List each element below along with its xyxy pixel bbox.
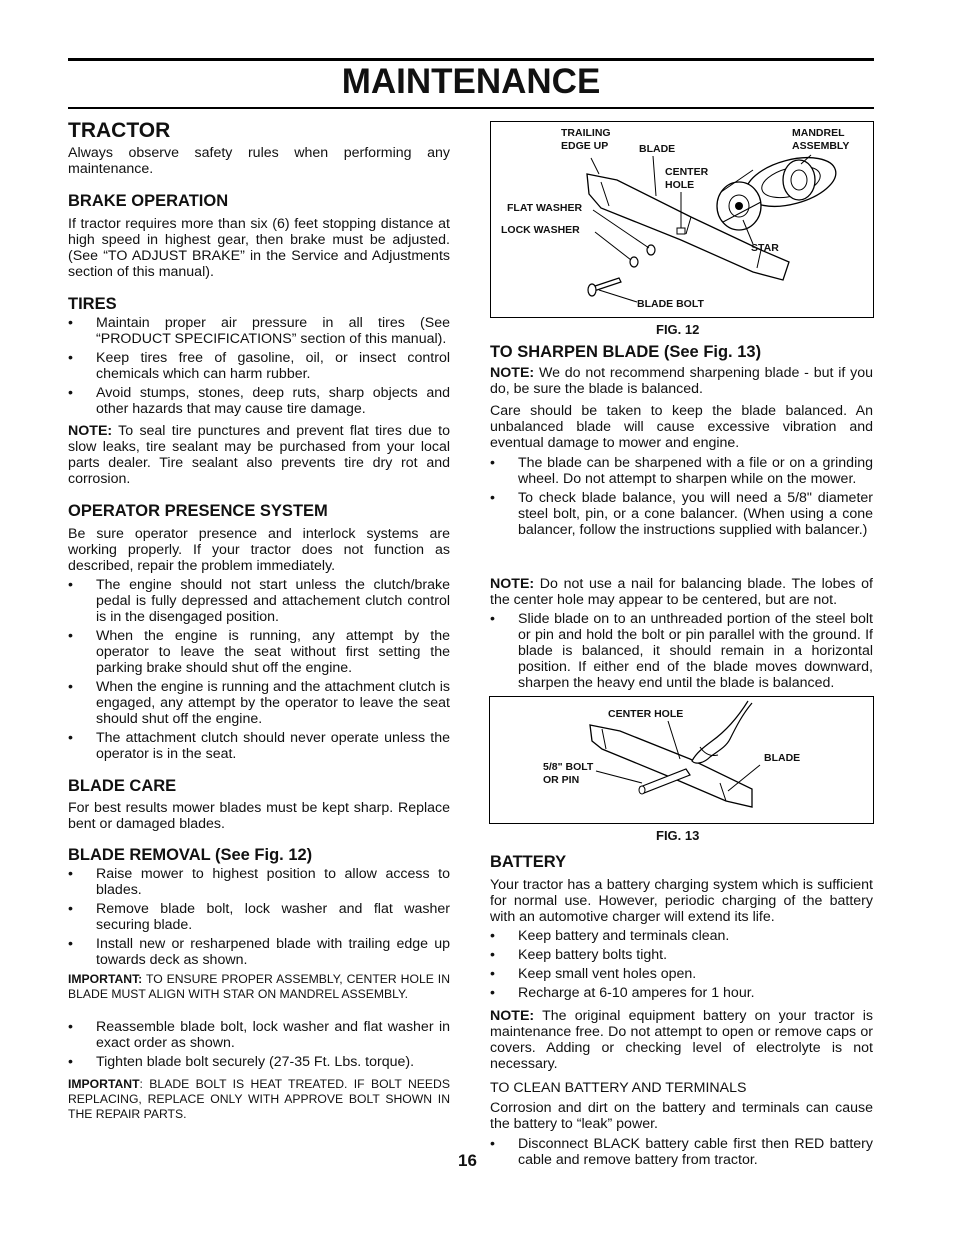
sharpen-list-2 bbox=[490, 611, 873, 691]
fig12-label-flat-washer: FLAT WASHER bbox=[507, 202, 583, 214]
blade-removal-heading: BLADE REMOVAL (See Fig. 12) bbox=[68, 846, 313, 864]
list-item: • Keep tires free of gasoline, oil, or insect control chemicals which can harm rubber. bbox=[68, 350, 450, 382]
clean-battery-text: Corrosion and dirt on the battery and terminals can cause the battery to “leak” power. bbox=[490, 1100, 873, 1132]
tires-note bbox=[68, 423, 450, 487]
clean-battery-list bbox=[490, 1136, 873, 1168]
list-item: • Raise mower to highest position to allow access to blades. bbox=[68, 866, 450, 898]
list-item: • Reassemble blade bolt, lock washer and flat washer in exact order as shown. bbox=[68, 1019, 450, 1051]
fig13-label-center-hole: CENTER HOLE bbox=[608, 708, 684, 720]
list-item: • Disconnect BLACK battery cable first then RED battery cable and remove battery from tractor. bbox=[490, 1136, 873, 1168]
note-text: Do not use a nail for balancing blade. The lobes of the center hole may appear to be centered, but are not. bbox=[490, 576, 873, 608]
important-note-1 bbox=[68, 972, 450, 1002]
figure-12-box bbox=[490, 121, 874, 318]
ops-intro: Be sure operator presence and interlock systems are working properly. If your tractor does not function as described, repair the problem immediately. bbox=[68, 526, 450, 574]
fig12-label-lock-washer: LOCK WASHER bbox=[501, 224, 580, 236]
fig12-label-mandrel: MANDREL ASSEMBLY bbox=[792, 127, 850, 152]
tires-heading: TIRES bbox=[68, 295, 117, 313]
fig12-label-blade: BLADE bbox=[639, 143, 676, 155]
tires-list bbox=[68, 315, 450, 417]
note-label: NOTE: bbox=[490, 365, 535, 381]
battery-note bbox=[490, 1008, 873, 1072]
list-item: • Install new or resharpened blade with trailing edge up towards deck as shown. bbox=[68, 936, 450, 968]
list-item: • The engine should not start unless the clutch/brake pedal is fully depressed and attachement clutch control is in the disengaged position. bbox=[68, 577, 450, 625]
important-label: IMPORTANT bbox=[68, 1077, 140, 1091]
battery-list bbox=[490, 928, 873, 1001]
brake-text: If tractor requires more than six (6) feet stopping distance at high speed in highest gear, then brake must be adjusted. (See “TO ADJUST BRAKE” in the Service and Adjustments section of this manual). bbox=[68, 216, 450, 280]
sharpen-list bbox=[490, 455, 873, 538]
list-item: • The attachment clutch should never operate unless the operator is in the seat. bbox=[68, 730, 450, 762]
note-text: The original equipment battery on your tractor is maintenance free. Do not attempt to open or remove caps or covers. Adding or checking level of electrolyte is not necessary. bbox=[490, 1008, 873, 1072]
list-item: • Keep battery and terminals clean. bbox=[490, 928, 873, 944]
important-note-2 bbox=[68, 1077, 450, 1122]
fig12-label-star: STAR bbox=[751, 242, 779, 254]
important-text: : BLADE BOLT IS HEAT TREATED. IF BOLT NEEDS REPLACING, REPLACE ONLY WITH APPROVE BOLT SHOWN IN THE REPAIR PARTS. bbox=[68, 1077, 450, 1121]
clean-battery-heading: TO CLEAN BATTERY AND TERMINALS bbox=[490, 1080, 747, 1096]
header-rule-bottom bbox=[68, 107, 874, 109]
list-item: • Keep small vent holes open. bbox=[490, 966, 873, 982]
list-item: • When the engine is running and the attachment clutch is engaged, any attempt by the operator to leave the seat should shut off the engine. bbox=[68, 679, 450, 727]
list-item: • Tighten blade bolt securely (27-35 Ft. Lbs. torque). bbox=[68, 1054, 450, 1070]
note-text: We do not recommend sharpening blade - but if you do, be sure the blade is balanced. bbox=[490, 365, 873, 397]
fig13-caption: FIG. 13 bbox=[656, 828, 700, 843]
list-item: • Maintain proper air pressure in all tires (See “PRODUCT SPECIFICATIONS” section of this manual). bbox=[68, 315, 450, 347]
list-item: • When the engine is running, any attempt by the operator to leave the seat without first setting the parking brake should shut off the engine. bbox=[68, 628, 450, 676]
sharpen-text: Care should be taken to keep the blade balanced. An unbalanced blade will cause excessive vibration and eventual damage to mower and engine. bbox=[490, 403, 873, 451]
tractor-heading: TRACTOR bbox=[68, 119, 171, 142]
blade-care-heading: BLADE CARE bbox=[68, 777, 177, 795]
list-item: • Recharge at 6-10 amperes for 1 hour. bbox=[490, 985, 873, 1001]
sharpen-heading: TO SHARPEN BLADE (See Fig. 13) bbox=[490, 343, 762, 361]
page-title: MAINTENANCE bbox=[341, 62, 601, 101]
fig12-label-center-hole: CENTER HOLE bbox=[665, 166, 709, 191]
sharpen-note-2 bbox=[490, 576, 873, 608]
note-text: To seal tire punctures and prevent flat tires due to slow leaks, tire sealant may be purchased from your local parts dealer. Tire sealant also prevents tire dry rot and corrosion. bbox=[68, 423, 450, 487]
blade-care-text: For best results mower blades must be kept sharp. Replace bent or damaged blades. bbox=[68, 800, 450, 832]
tractor-intro: Always observe safety rules when performing any maintenance. bbox=[68, 145, 450, 177]
ops-list bbox=[68, 577, 450, 762]
blade-removal-list bbox=[68, 866, 450, 968]
battery-text: Your tractor has a battery charging system which is sufficient for normal use. However, periodic charging of the battery with an automotive charger will extend its life. bbox=[490, 877, 873, 925]
important-label: IMPORTANT: bbox=[68, 972, 143, 986]
figure-13-box bbox=[489, 696, 874, 824]
note-label: NOTE: bbox=[490, 576, 535, 592]
brake-heading: BRAKE OPERATION bbox=[68, 192, 229, 210]
ops-heading: OPERATOR PRESENCE SYSTEM bbox=[68, 502, 328, 520]
battery-heading: BATTERY bbox=[490, 853, 567, 871]
fig12-label-trailing-edge: TRAILING EDGE UP bbox=[561, 127, 611, 152]
list-item: • To check blade balance, you will need a 5/8" diameter steel bolt, pin, or a cone balancer. (When using a cone balancer, follow the instructions supplied with balancer.) bbox=[490, 490, 873, 538]
fig12-caption: FIG. 12 bbox=[656, 322, 700, 337]
header-rule-top bbox=[68, 58, 874, 61]
fig12-label-blade-bolt: BLADE BOLT bbox=[637, 298, 704, 310]
page-number: 16 bbox=[458, 1151, 477, 1170]
blade-removal-list-2 bbox=[68, 1019, 450, 1070]
fig13-label-blade: BLADE bbox=[764, 752, 801, 764]
sharpen-note-1 bbox=[490, 365, 873, 397]
list-item: • Slide blade on to an unthreaded portion of the steel bolt or pin and hold the bolt or pin parallel with the ground. If blade is balanced, it should remain in a horizontal position. If either end of the blade moves downward, sharpen the heavy end until the blade is balanced. bbox=[490, 611, 873, 691]
list-item: • Keep battery bolts tight. bbox=[490, 947, 873, 963]
list-item: • Avoid stumps, stones, deep ruts, sharp objects and other hazards that may cause tire damage. bbox=[68, 385, 450, 417]
note-label: NOTE: bbox=[68, 423, 113, 439]
important-text: TO ENSURE PROPER ASSEMBLY, CENTER HOLE IN BLADE MUST ALIGN WITH STAR ON MANDREL ASSEMBLY. bbox=[68, 972, 450, 1001]
note-label: NOTE: bbox=[490, 1008, 535, 1024]
list-item: • The blade can be sharpened with a file or on a grinding wheel. Do not attempt to sharpen while on the mower. bbox=[490, 455, 873, 487]
fig13-label-bolt: 5/8" BOLT OR PIN bbox=[543, 761, 594, 786]
list-item: • Remove blade bolt, lock washer and flat washer securing blade. bbox=[68, 901, 450, 933]
